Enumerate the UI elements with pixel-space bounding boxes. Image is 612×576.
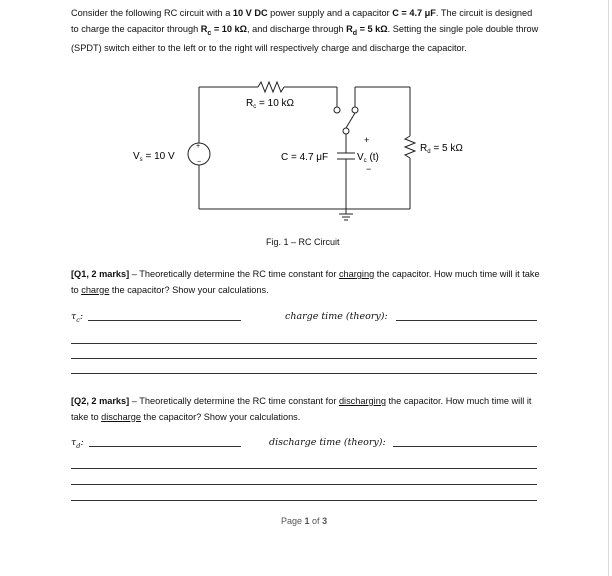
rd-label: $R_d = 5$ kΩ [420, 143, 463, 155]
q2-work-line [71, 484, 537, 485]
rc-label: $R_c = 10$ kΩ [246, 98, 295, 110]
resistor-rc [258, 82, 284, 92]
page-number: Page 1 of 3 [281, 516, 328, 526]
source-minus-sign: − [197, 159, 202, 166]
q1-work-line [71, 373, 537, 374]
q1-work-line [71, 358, 537, 359]
q2-text: [Q2, 2 marks] – Theoretically determine the RC time constant for discharging the capacitor. How much time will it take to discharge the capacitor? Show your calculations. [71, 396, 532, 422]
charge-time-label: charge time (theory): [285, 311, 388, 322]
source-plus-sign: + [196, 143, 201, 150]
spdt-switch-arm [346, 113, 355, 128]
tau-d-answer-line [89, 446, 241, 447]
tau-c-label: $\tau_c$: [71, 311, 84, 324]
discharge-time-answer-line [393, 446, 537, 447]
discharge-time-label: discharge time (theory): [269, 437, 386, 448]
figure-caption: Fig. 1 – RC Circuit [266, 237, 340, 247]
vc-minus-sign: − [366, 164, 372, 174]
charge-time-answer-line [396, 320, 537, 321]
q2-work-line [71, 468, 537, 469]
intro-paragraph: Consider the following RC circuit with a 10 V DC power supply and a capacitor C = 4.7 μF. The circuit is designed to charge the capacitor through $R_c = 10$ kΩ, and discharge through $R_d = 5$ kΩ. Setting the single pole double throw (SPDT) switch either to the left or to the right will respectively charge and discharge the capacitor. [71, 8, 539, 53]
resistor-rd [405, 136, 415, 158]
capacitor-label: C = 4.7 μF [281, 152, 329, 163]
rc-circuit-diagram [0, 0, 612, 240]
vc-label: $V_c$ (t) [357, 152, 379, 164]
tau-d-label: $\tau_d$: [71, 437, 84, 450]
q1-work-line [71, 343, 537, 344]
vs-label: $V_s = 10$ V [133, 151, 175, 163]
tau-c-answer-line [88, 320, 241, 321]
q2-work-line [71, 500, 537, 501]
q1-text: [Q1, 2 marks] – Theoretically determine the RC time constant for charging the capacitor. How much time will it take to charge the capacitor? Show your calculations. [71, 269, 540, 295]
vc-plus-sign: + [364, 135, 370, 145]
